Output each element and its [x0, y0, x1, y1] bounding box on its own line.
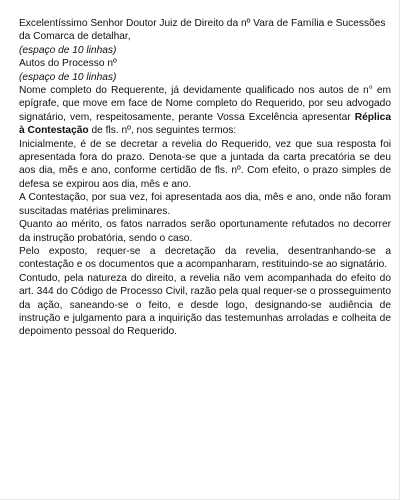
- document-body: [19, 17, 391, 339]
- spacing-note-1: (espaço de 10 linhas): [19, 44, 117, 56]
- intro-paragraph: [19, 84, 391, 138]
- request-paragraph: Pelo exposto, requer-se a decretação da revelia, desentranhando-se a contestação e os documentos que a acompanharam, restituindo-se ao signatário.: [19, 245, 391, 271]
- conclusion-paragraph: Contudo, pela natureza do direito, a revelia não vem acompanhada do efeito do art. 344 do Código de Processo Civil, razão pela qual requer-se o prosseguimento da ação, saneando-se o feito, e desde logo, designando-se audiência de instrução e julgamento para a inquirição das testemunhas arroladas e colheita de depoimento pessoal do Requerido.: [19, 272, 391, 338]
- merito-paragraph: Quanto ao mérito, os fatos narrados serão oportunamente refutados no decorrer da instrução probatória, sendo o caso.: [19, 219, 391, 244]
- process-number-line: Autos do Processo nº: [19, 58, 117, 70]
- document-title-bold: Réplica à Contestação: [19, 111, 391, 137]
- intro-text-start: Nome completo do Requerente, já devidamente qualificado nos autos de n° em epígrafe, que move em face de Nome completo do Requerido, por seu advogado signatário, vem, respeitosamente, perante Vossa Excelência apresentar: [19, 85, 391, 123]
- revelia-paragraph: Inicialmente, é de se decretar a revelia do Requerido, vez que sua resposta foi apresentada fora do prazo. Denota-se que a juntada da carta precatória se deu aos dia, mês e ano, conforme certidão de fls. nº. Com efeito, o prazo simples de defesa se expirou aos dia, mês e ano.: [19, 138, 391, 190]
- addressee-line: Excelentíssimo Senhor Doutor Juiz de Direito da nº Vara de Família e Sucessões da Comarca de detalhar,: [19, 18, 386, 43]
- contestacao-paragraph: A Contestação, por sua vez, foi apresentada aos dia, mês e ano, onde não foram suscitadas matérias preliminares.: [19, 192, 391, 217]
- spacing-note-2: (espaço de 10 linhas): [19, 71, 117, 83]
- intro-text-end: de fls. nº, nos seguintes termos:: [88, 125, 237, 137]
